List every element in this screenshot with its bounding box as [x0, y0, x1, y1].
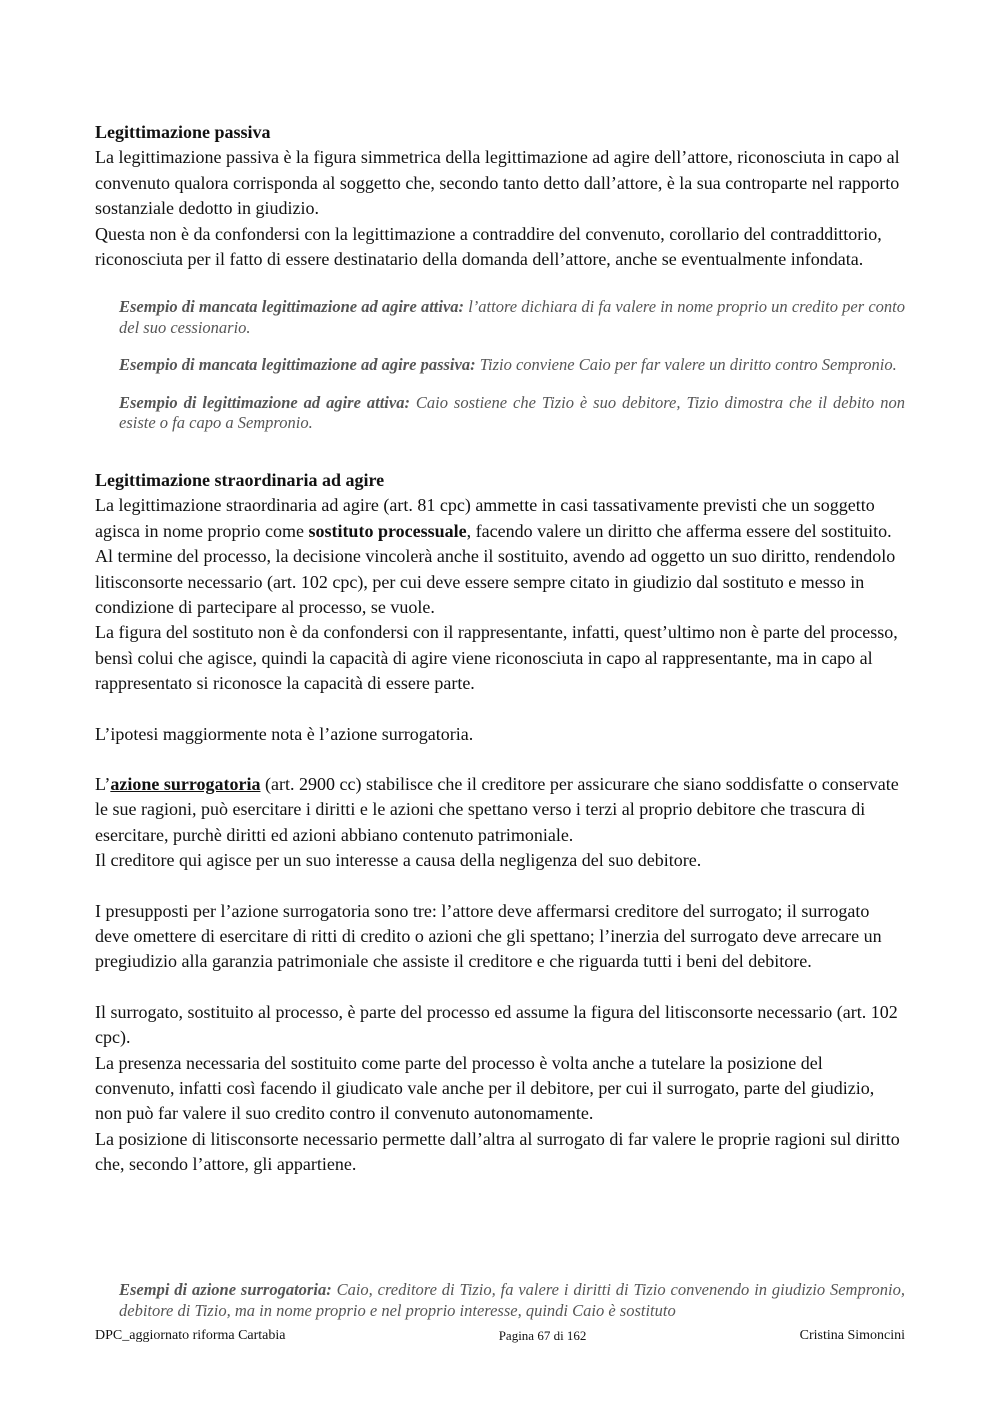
example-text: l’attore dichiara di fa valere in nome proprio un credito per conto del suo cessionario.	[119, 297, 905, 337]
paragraph: Il creditore qui agisce per un suo interesse a causa della negligenza del suo debitore.	[95, 850, 702, 871]
paragraph: L’ipotesi maggiormente nota è l’azione surrogatoria.	[95, 723, 474, 744]
paragraph: La posizione di litisconsorte necessario permette dall’altra al surrogato di far valere le proprie ragioni sul diritto che, secondo l’attore, gli appartiene.	[95, 1128, 900, 1175]
example-block	[119, 393, 905, 434]
example-text: Caio, creditore di Tizio, fa valere i diritti di Tizio convenendo in giudizio Sempronio, debitore di Tizio, ma in nome proprio e nel proprio interesse, quindi Caio è sostituto	[119, 1280, 905, 1320]
paragraph: Questa non è da confondersi con la legittimazione a contraddire del convenuto, corollario del contraddittorio, riconosciuta per il fatto di essere destinatario della domanda dell’attore, anche se eventualmente infondata.	[95, 223, 882, 270]
footer-author: Cristina Simoncini	[799, 1328, 905, 1343]
example-label: Esempi di azione surrogatoria:	[119, 1280, 332, 1299]
example-block	[119, 355, 905, 376]
example-text: Caio sostiene che Tizio è suo debitore, Tizio dimostra che il debito non esiste o fa capo a Sempronio.	[119, 392, 905, 433]
example-label: Esempio di mancata legittimazione ad agire passiva:	[119, 355, 476, 375]
paragraph	[95, 493, 905, 620]
paragraph: I presupposti per l’azione surrogatoria sono tre: l’attore deve affermarsi creditore del surrogato; il surrogato deve omettere di esercitare di ritti di credito o azioni che gli spettano; l’inerzia del surrogato deve arrecare un pregiudizio alla garanzia patrimoniale che assiste il creditore e che riguarda tutti i beni del debitore.	[95, 900, 882, 972]
page-footer	[95, 1327, 905, 1345]
example-text: Tizio conviene Caio per far valere un diritto contro Sempronio.	[475, 355, 897, 375]
paragraph	[95, 772, 905, 848]
paragraph: La figura del sostituto non è da confondersi con il rappresentante, infatti, quest’ultimo non è parte del processo, bensì colui che agisce, quindi la capacità di agire viene riconosciuta in capo al rappresentante, ma in capo al rappresentato si riconosce la capacità di essere parte.	[95, 622, 898, 694]
text-run: , facendo valere un diritto che afferma essere del sostituito. Al termine del processo, la decisione vincolerà anche il sostituito, avendo ad oggetto un suo diritto, rendendolo litisconsorte necessario (art. 102 cpc), per cui deve essere sempre citato in giudizio dal sostituto e messo in condizione di partecipare al processo, se vuole.	[95, 520, 896, 617]
paragraph: Il surrogato, sostituito al processo, è parte del processo ed assume la figura del litisconsorte necessario (art. 102 cpc).	[95, 1001, 898, 1048]
section-title-legittimazione-straordinaria: Legittimazione straordinaria ad agire	[95, 469, 385, 490]
bold-term: sostituto processuale	[308, 520, 467, 541]
footer-document-title: DPC_aggiornato riforma Cartabia	[95, 1328, 286, 1343]
text-run: (art. 2900 cc) stabilisce che il creditore per assicurare che siano soddisfatte o conservate le sue ragioni, può esercitare i diritti e le azioni che spettano verso i terzi al proprio debitore che trascura di esercitare, purchè diritti ed azioni abbiano contenuto patrimoniale.	[95, 774, 899, 845]
example-block	[119, 297, 905, 338]
paragraph: La legittimazione passiva è la figura simmetrica della legittimazione ad agire dell’attore, riconosciuta in capo al convenuto qualora corrisponda al soggetto che, secondo tanto detto dall’attore, è la sua controparte nel rapporto sostanziale dedotto in giudizio.	[95, 147, 900, 219]
page-body	[95, 120, 905, 1178]
section-title-legittimazione-passiva: Legittimazione passiva	[95, 122, 271, 142]
paragraph: La presenza necessaria del sostituito come parte del processo è volta anche a tutelare la posizione del convenuto, infatti così facendo il giudicato vale anche per il debitore, per cui il surrogato, parte del giudizio, non può far valere il suo credito contro il convenuto autonomamente.	[95, 1052, 875, 1124]
footer-page-number: Pagina 67 di 162	[498, 1328, 587, 1343]
example-label: Esempio di mancata legittimazione ad agire attiva:	[119, 297, 465, 317]
underlined-term: azione surrogatoria	[110, 774, 261, 794]
text-run: La legittimazione straordinaria ad agire (art. 81 cpc) ammette in casi tassativamente previsti che un soggetto agisca in nome proprio come	[95, 495, 875, 541]
text-run: L’	[95, 774, 111, 794]
example-label: Esempio di legittimazione ad agire attiva:	[119, 392, 410, 412]
example-block-truncated	[95, 1280, 905, 1322]
example-block	[119, 1280, 905, 1321]
